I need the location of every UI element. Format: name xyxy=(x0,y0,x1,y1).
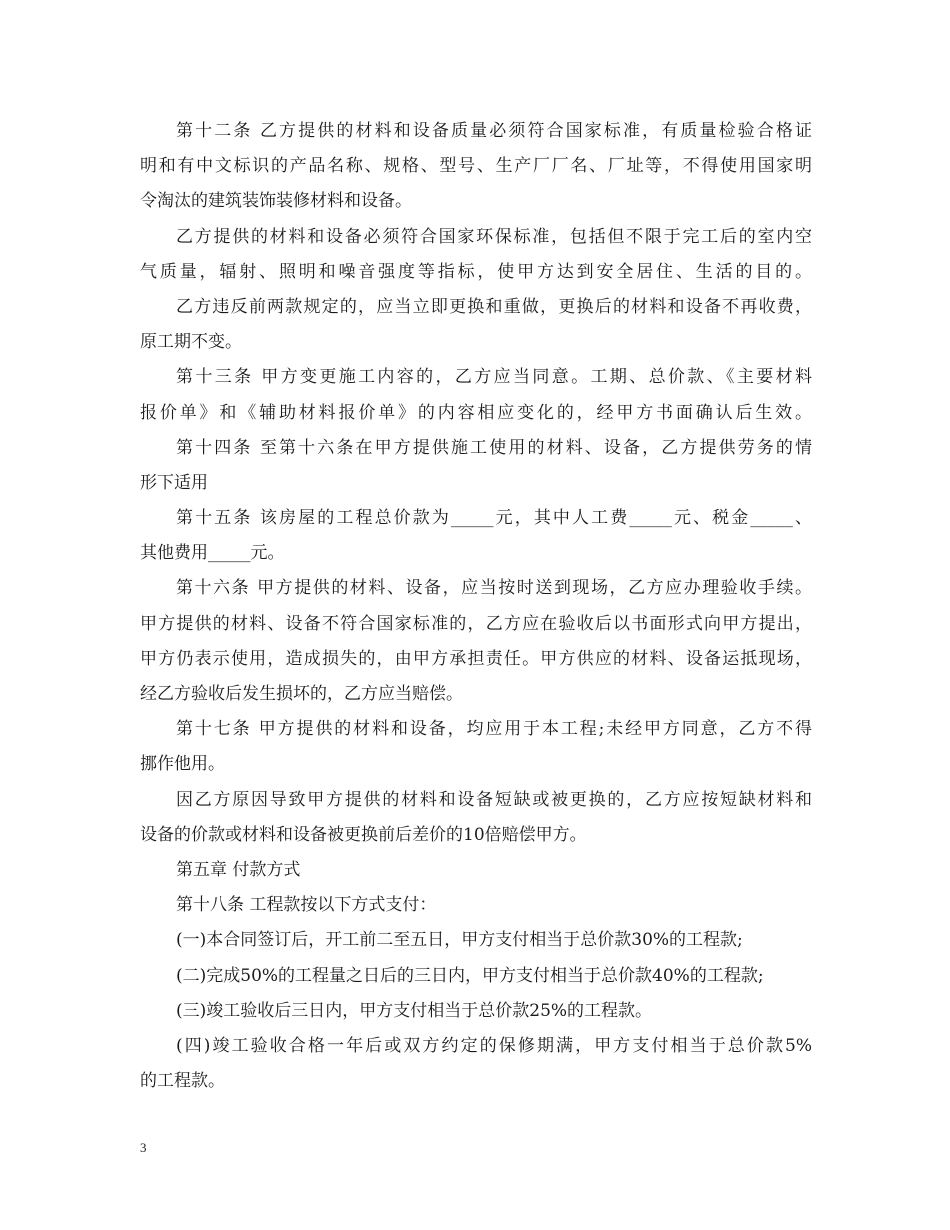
text-line: 第十四条 至第十六条在甲方提供施工使用的材料、设备，乙方提供劳务的情 xyxy=(176,437,812,458)
text-line: 乙方违反前两款规定的，应当立即更换和重做，更换后的材料和设备不再收费， xyxy=(176,296,812,317)
text-line: 因乙方原因导致甲方提供的材料和设备短缺或被更换的，乙方应按短缺材料和 xyxy=(176,789,812,810)
text-line: 第十五条 该房屋的工程总价款为_____元，其中人工费_____元、税金_____、 xyxy=(176,508,812,529)
text-line: 甲方仍表示使用，造成损失的，由甲方承担责任。甲方供应的材料、设备运抵现场， xyxy=(140,648,812,669)
text-line: 第十三条 甲方变更施工内容的，乙方应当同意。工期、总价款、《主要材料 xyxy=(176,367,812,388)
text-line: 明和有中文标识的产品名称、规格、型号、生产厂厂名、厂址等，不得使用国家明 xyxy=(140,156,812,177)
text-line: 甲方提供的材料、设备不符合国家标准的，乙方应在验收后以书面形式向甲方提出， xyxy=(140,613,812,634)
text-line: 第十八条 工程款按以下方式支付： xyxy=(176,895,437,916)
text-line: 设备的价款或材料和设备被更换前后差价的10倍赔偿甲方。 xyxy=(140,824,587,845)
text-line: 形下适用 xyxy=(140,472,208,493)
chapter-heading: 第五章 付款方式 xyxy=(176,859,301,880)
text-line: 报价单》和《辅助材料报价单》的内容相应变化的，经甲方书面确认后生效。 xyxy=(140,402,812,423)
text-line: 第十二条 乙方提供的材料和设备质量必须符合国家标准，有质量检验合格证 xyxy=(176,121,812,141)
text-line: 乙方提供的材料和设备必须符合国家环保标准，包括但不限于完工后的室内空 xyxy=(176,226,812,247)
text-line: 其他费用_____元。 xyxy=(140,543,285,564)
text-line: 原工期不变。 xyxy=(140,332,242,353)
text-line: 挪作他用。 xyxy=(140,754,225,775)
page-number: 3 xyxy=(140,1140,147,1155)
text-line: 第十六条 甲方提供的材料、设备，应当按时送到现场，乙方应办理验收手续。 xyxy=(176,578,812,599)
text-line: 气质量，辐射、照明和噪音强度等指标，使甲方达到安全居住、生活的目的。 xyxy=(140,261,812,282)
text-line: (二)完成50%的工程量之日后的三日内，甲方支付相当于总价款40%的工程款; xyxy=(176,965,764,986)
text-line: (四)竣工验收合格一年后或双方约定的保修期满，甲方支付相当于总价款5% xyxy=(176,1035,812,1056)
contract-body xyxy=(140,114,812,1099)
text-line: (一)本合同签订后，开工前二至五日，甲方支付相当于总价款30%的工程款; xyxy=(176,930,743,951)
text-line: 第十七条 甲方提供的材料和设备，均应用于本工程;未经甲方同意，乙方不得 xyxy=(176,719,812,740)
text-line: 经乙方验收后发生损坏的，乙方应当赔偿。 xyxy=(140,684,463,704)
text-line: 的工程款。 xyxy=(140,1071,225,1092)
text-line: 令淘汰的建筑装饰装修材料和设备。 xyxy=(140,191,412,212)
text-line: (三)竣工验收后三日内，甲方支付相当于总价款25%的工程款。 xyxy=(176,1000,653,1021)
